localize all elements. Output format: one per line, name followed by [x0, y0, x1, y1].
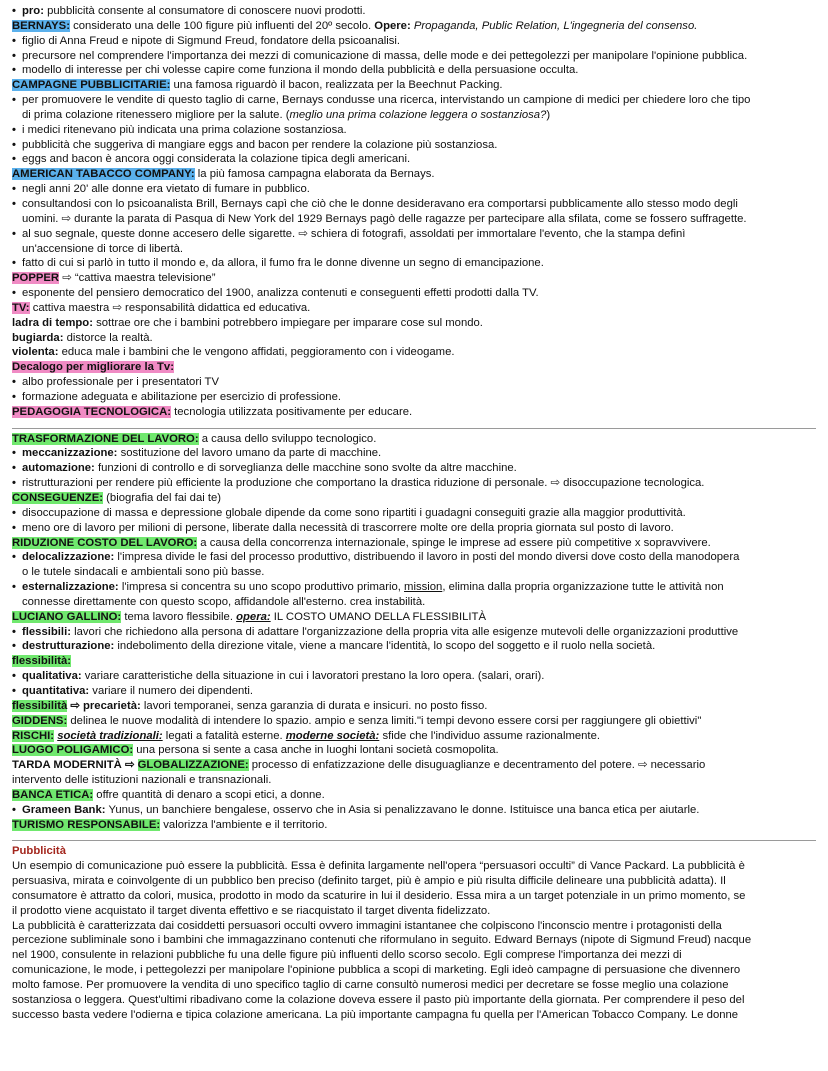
highlight-heading: BERNAYS:: [12, 19, 70, 32]
note-line: BERNAYS: considerato una delle 100 figure più influenti del 20º secolo. Opere: Propaganda, Public Relation, L'ingegneria del consenso.: [12, 19, 698, 32]
highlight-heading: TV:: [12, 301, 30, 314]
note-line: TARDA MODERNITÀ ⇨ GLOBALIZZAZIONE: processo di enfatizzazione delle disuguaglianze e decentramento del potere. ⇨ necessario: [12, 759, 706, 772]
highlight-heading: GLOBALIZZAZIONE:: [137, 759, 249, 772]
paragraph-line: persuasiva, mirata e coinvolgente di un pubblico ben preciso (definito target, più è ampio e più risulta difficile delineare una pubblicità adatta). Il: [12, 875, 726, 888]
paragraph-line: comunicazione, le mode, i pettegolezzi per manipolare l'opinione pubblica a scopi di marketing. Egli ideò campagne di persuasione che divennero: [12, 964, 741, 977]
note-line: • qualitativa: variare caratteristiche della situazione in cui i lavoratori prestano la loro opera. (salari, orari).: [12, 669, 828, 684]
note-line: • pubblicità che suggeriva di mangiare eggs and bacon per rendere la colazione più sostanziosa.: [12, 138, 828, 153]
note-line: • i medici ritenevano più indicata una prima colazione sostanziosa.: [12, 123, 828, 138]
note-line: • negli anni 20' alle donne era vietato di fumare in pubblico.: [12, 182, 828, 197]
note-line: • esternalizzazione: l'impresa si concentra su uno scopo produttivo primario, mission, elimina dalla propria organizzazione tutte le attività non: [12, 580, 828, 595]
highlight-heading: RISCHI:: [12, 729, 55, 742]
note-line: • flessibili: lavori che richiedono alla persona di adattare l'organizzazione della propria vita alle esigenze mutevoli delle organizzazioni produttive: [12, 625, 828, 640]
note-line: • fatto di cui si parlò in tutto il mondo e, da allora, il fumo fra le donne divenne un segno di emancipazione.: [12, 256, 828, 271]
paragraph-line: consumatore è attratto da colori, musica, prodotto in modo da scaturire in lui il desiderio. Essa mira a un target potenziale in un primo momento, se: [12, 889, 746, 902]
note-line: CONSEGUENZE: (biografia del fai dai te): [12, 492, 222, 504]
note-line: • albo professionale per i presentatori TV: [12, 375, 828, 390]
paragraph-line: successo basta vedere l'odierna e tipica colazione americana. La più importante campagna fu quella per l'American Tobacco Company. Le donne: [12, 1008, 739, 1021]
paragraph-line: nel 1900, consulente in relazioni pubbliche fu una delle figure più influenti dello scorso secolo. Egli comprese l'importanza dei mezzi di: [12, 949, 682, 962]
note-line: • formazione adeguata e abilitazione per esercizio di professione.: [12, 390, 828, 405]
note-line: • disoccupazione di massa e depressione globale dipende da come sono ripartiti i guadagni conseguiti grazie alla maggior produttività.: [12, 506, 828, 521]
note-line: TRASFORMAZIONE DEL LAVORO: a causa dello sviluppo tecnologico.: [12, 432, 377, 445]
note-line: RIDUZIONE COSTO DEL LAVORO: a causa della concorrenza internazionale, spinge le imprese ad essere più competitive x sopravvivere.: [12, 536, 711, 549]
note-line: [12, 654, 828, 669]
note-line: AMERICAN TABACCO COMPANY: la più famosa campagna elaborata da Bernays.: [12, 168, 435, 181]
paragraph-line: sostanziosa o leggera. Quest'ultimi ribadivano come la colazione doveva essere il pasto più importante della giornata. Per comprendere il peso del: [12, 993, 745, 1006]
highlight-heading: TRASFORMAZIONE DEL LAVORO:: [12, 432, 199, 445]
highlight-heading: POPPER: [12, 272, 60, 285]
note-line: LUCIANO GALLINO: tema lavoro flessibile. opera: IL COSTO UMANO DELLA FLESSIBILITÀ: [12, 610, 486, 623]
highlight-heading: GIDDENS:: [12, 714, 68, 727]
highlight-heading: flessibilità: [12, 699, 68, 712]
note-line: TV: cattiva maestra ⇨ responsabilità didattica ed educativa.: [12, 301, 311, 314]
note-line: ladra di tempo: sottrae ore che i bambini potrebbero impiegare per imparare cose sul mondo.: [12, 316, 483, 329]
note-line: • consultandosi con lo psicoanalista Brill, Bernays capì che ciò che le donne desideravano era comportarsi pubblicamente allo stesso modo degli: [12, 197, 828, 212]
note-line: TURISMO RESPONSABILE: valorizza l'ambiente e il territorio.: [12, 818, 328, 831]
note-line: • pro: pubblicità consente al consumatore di conoscere nuovi prodotti.: [12, 4, 828, 19]
highlight-heading: CONSEGUENZE:: [12, 492, 104, 504]
note-line: • automazione: funzioni di controllo e di sorveglianza delle macchine sono svolte da altre macchine.: [12, 461, 828, 476]
highlight-heading: flessibilità:: [12, 655, 72, 668]
note-line: o le tutele sindacali e ambientali sono più basse.: [22, 566, 265, 579]
note-line: • modello di interesse per chi volesse capire come funziona il mondo della pubblicità e della persuasione occulta.: [12, 63, 828, 78]
note-line: • per promuovere le vendite di questo taglio di carne, Bernays condusse una ricerca, intervistando un campione di medici per chiedere loro che tipo: [12, 93, 828, 108]
paragraph-line: molto famose. Per promuovere la vendita di uno specifico taglio di carne consultò numerosi medici per decretare se fosse meglio una colazione: [12, 979, 729, 991]
paragraph-line: percezione subliminale sono i bambini che immagazzinano contenuti che riformulano in seguito. Edward Bernays (nipote di Sigmund Freud) nacque: [12, 934, 752, 947]
section-divider: [12, 840, 816, 841]
note-line: • meno ore di lavoro per milioni di persone, liberate dalla necessità di trascorrere molte ore della propria giornata sul posto di lavoro.: [12, 521, 828, 536]
note-line: • ristrutturazioni per rendere più efficiente la produzione che comportano la drastica riduzione di personale. ⇨ disoccupazione tecnologica.: [12, 476, 828, 491]
note-line: BANCA ETICA: offre quantità di denaro a scopi etici, a donne.: [12, 788, 325, 801]
note-line: • al suo segnale, queste donne accesero delle sigarette. ⇨ schiera di fotografi, assoldati per immortalare l'evento, che la stampa definì: [12, 227, 828, 242]
note-line: violenta: educa male i bambini che le vengono affidati, peggioramento con i videogame.: [12, 346, 455, 359]
note-line: • Grameen Bank: Yunus, un banchiere bengalese, osservo che in Asia si penalizzavano le donne. Istituisce una banca etica per aiutarle.: [12, 803, 828, 818]
note-line: • meccanizzazione: sostituzione del lavoro umano da parte di macchine.: [12, 446, 828, 461]
note-line: • esponente del pensiero democratico del 1900, analizza contenuti e conseguenti effetti prodotti dalla TV.: [12, 286, 828, 301]
highlight-heading: RIDUZIONE COSTO DEL LAVORO:: [12, 536, 198, 549]
note-line: connesse direttamente con questo scopo, affidandole all'esterno. crea instabilità.: [22, 595, 426, 608]
note-line: intervento delle istituzioni nazionali e transnazionali.: [12, 774, 272, 787]
note-line: PEDAGOGIA TECNOLOGICA: tecnologia utilizzata positivamente per educare.: [12, 405, 413, 418]
note-line: di prima colazione ritenessero migliore per la salute. (meglio una prima colazione leggera o sostanziosa?): [22, 108, 551, 121]
note-line: GIDDENS: delinea le nuove modalità di intendere lo spazio. ampio e senza limiti."i tempi devono essere corsi per raggiungere gli obiettivi": [12, 714, 702, 727]
note-line: • delocalizzazione: l'impresa divide le fasi del processo produttivo, distribuendo il lavoro in posti del mondo diversi dove costo della manodopera: [12, 550, 828, 565]
note-line: uomini. ⇨ durante la parata di Pasqua di New York del 1929 Bernays pagò delle ragazze per partecipare alla sfilata, come se fossero suffragette.: [22, 212, 747, 225]
note-line: • precursore nel comprendere l'importanza dei mezzi di comunicazione di massa, delle mode e dei pettegolezzi per manipolare l'opinione pubblica.: [12, 49, 828, 64]
note-line: flessibilità ⇨ precarietà: lavori temporanei, senza garanzia di durata e insicuri. no posto fisso.: [12, 699, 488, 712]
note-line: un'accensione di torce di libertà.: [22, 242, 184, 255]
highlight-heading: CAMPAGNE PUBBLICITARIE:: [12, 79, 171, 92]
highlight-heading: LUOGO POLIGAMICO:: [12, 744, 134, 757]
paragraph-line: La pubblicità è caratterizzata dai cosiddetti persuasori occulti ovvero immagini istantanee che colpiscono l'inconscio mentre i protagonisti della: [12, 919, 722, 932]
note-line: [12, 360, 828, 375]
highlight-heading: BANCA ETICA:: [12, 788, 94, 801]
highlight-heading: TURISMO RESPONSABILE:: [12, 818, 161, 831]
highlight-heading: AMERICAN TABACCO COMPANY:: [12, 168, 195, 181]
paragraph-line: il prodotto viene acquistato il target diventa effettivo e se riacquistato il target diventa fidelizzato.: [12, 904, 491, 917]
note-line: CAMPAGNE PUBBLICITARIE: una famosa riguardò il bacon, realizzata per la Beechnut Packing.: [12, 79, 503, 92]
note-line: LUOGO POLIGAMICO: una persona si sente a casa anche in luoghi lontani società cosmopolita.: [12, 744, 499, 757]
note-line: • destrutturazione: indebolimento della direzione vitale, viene a mancare l'identità, lo scopo del soggetto e il ruolo nella società.: [12, 639, 828, 654]
note-line: RISCHI: società tradizionali: legati a fatalità esterne. moderne società: sfide che l'individuo assume razionalmente.: [12, 729, 600, 742]
note-line: • figlio di Anna Freud e nipote di Sigmund Freud, fondatore della psicoanalisi.: [12, 34, 828, 49]
note-line: • eggs and bacon è ancora oggi considerata la colazione tipica degli americani.: [12, 152, 828, 167]
section-divider: [12, 428, 816, 429]
highlight-heading: LUCIANO GALLINO:: [12, 610, 122, 623]
note-line: POPPER ⇨ “cattiva maestra televisione”: [12, 272, 216, 285]
highlight-heading: PEDAGOGIA TECNOLOGICA:: [12, 405, 171, 418]
note-line: bugiarda: distorce la realtà.: [12, 331, 153, 344]
paragraph-line: Un esempio di comunicazione può essere la pubblicità. Essa è definita largamente nell'opera “persuasori occulti” di Vance Packard. La pubblicità è: [12, 860, 745, 873]
highlight-heading: Decalogo per migliorare la Tv:: [12, 361, 174, 374]
note-line: • quantitativa: variare il numero dei dipendenti.: [12, 684, 828, 699]
section-title: Pubblicità: [12, 845, 66, 858]
